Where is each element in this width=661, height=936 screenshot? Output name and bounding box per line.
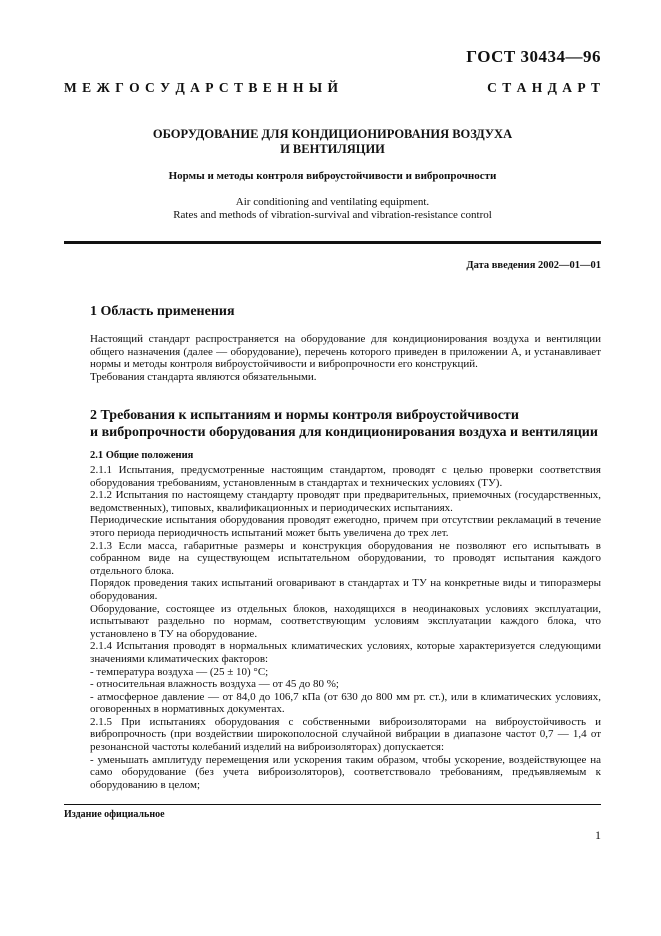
paragraph: Порядок проведения таких испытаний оговаривают в стандартах и ТУ на конкретные виды и типоразмеры оборудования. xyxy=(90,577,601,602)
section-1-heading: 1 Область применения xyxy=(90,304,235,319)
paragraph: Периодические испытания оборудования проводят ежегодно, причем при отсутствии рекламаций в течение этого периода периодичность испытаний может быть увеличена до трех лет. xyxy=(90,514,601,539)
list-item: - температура воздуха — (25 ± 10) °С; xyxy=(90,665,269,678)
page-number: 1 xyxy=(595,828,601,842)
list-item: - атмосферное давление — от 84,0 до 106,7 кПа (от 630 до 800 мм рт. ст.), или в климатических условиях, оговоренных в нормативных документах. xyxy=(90,690,601,716)
banner-word-interstate: М Е Ж Г О С У Д А Р С Т В Е Н Н Ы Й xyxy=(64,80,340,95)
section-1-body xyxy=(90,333,601,383)
document-subtitle: Нормы и методы контроля виброустойчивости и вибропрочности xyxy=(168,170,497,182)
footer-divider xyxy=(64,804,601,805)
english-title-line-2: Rates and methods of vibration-survival and vibration-resistance control xyxy=(173,209,492,221)
paragraph: Требования стандарта являются обязательными. xyxy=(90,370,317,383)
section-2-body xyxy=(90,464,601,791)
paragraph: Настоящий стандарт распространяется на оборудование для кондиционирования воздуха и вентиляции общего назначения (далее — оборудование), перечень которого приведен в приложении А, и устанавливает нормы и методы контроля виброустойчивости и вибропрочности его конструкций. xyxy=(90,333,601,371)
header-divider xyxy=(64,241,601,244)
section-2-heading xyxy=(90,407,601,441)
list-item: - уменьшать амплитуду перемещения или ускорения таким образом, чтобы ускорение, воздействующее на само оборудование (без учета виброизоляторов), соответствовало требованиям, предъявляемым к оборудованию в целом; xyxy=(90,753,601,791)
paragraph: 2.1.1 Испытания, предусмотренные настоящим стандартом, проводят с целью проверки соответствия оборудования требованиям, установленным в стандартах и технических условиях (ТУ). xyxy=(90,464,601,489)
title-line-1: ОБОРУДОВАНИЕ ДЛЯ КОНДИЦИОНИРОВАНИЯ ВОЗДУХА xyxy=(152,127,513,141)
section-2-heading-line-2: и вибропрочности оборудования для кондиционирования воздуха и вентиляции xyxy=(90,425,598,440)
english-title xyxy=(64,196,601,222)
document-title xyxy=(64,127,601,157)
list-item: - относительная влажность воздуха — от 45 до 80 %; xyxy=(90,678,339,691)
subsection-2-1-heading: 2.1 Общие положения xyxy=(90,450,194,461)
edition-label: Издание официальное xyxy=(64,809,165,820)
standard-number: ГОСТ 30434—96 xyxy=(466,47,601,66)
paragraph: 2.1.5 При испытаниях оборудования с собственными виброизоляторами на виброустойчивость и вибропрочность (при воздействии широкополосной случайной вибрации в диапазоне частот 0,7 — 1,4 от резонансной частоты колебаний изделий на виброизоляторах) допускается: xyxy=(90,715,601,754)
paragraph: 2.1.2 Испытания по настоящему стандарту проводят при предварительных, приемочных (государственных, ведомственных), типовых, квалификационных и периодических испытаниях. xyxy=(90,489,601,514)
paragraph: 2.1.3 Если масса, габаритные размеры и конструкция оборудования не позволяют его испытывать в собранном виде на существующем испытательном оборудовании, то проводят испытания каждого отдельного блока. xyxy=(90,539,601,577)
paragraph: 2.1.4 Испытания проводят в нормальных климатических условиях, которые характеризуется следующими значениями климатических факторов: xyxy=(90,640,601,665)
introduction-date: Дата введения 2002—01—01 xyxy=(466,260,601,271)
title-line-2: И ВЕНТИЛЯЦИИ xyxy=(280,142,385,156)
banner-word-standard: С Т А Н Д А Р Т xyxy=(487,80,601,95)
section-2-heading-line-1: 2 Требования к испытаниям и нормы контроля виброустойчивости xyxy=(90,408,519,423)
english-title-line-1: Air conditioning and ventilating equipment. xyxy=(235,196,430,208)
standard-banner xyxy=(64,80,601,96)
paragraph: Оборудование, состоящее из отдельных блоков, находящихся в неодинаковых условиях эксплуатации, испытывают раздельно по нормам, соответствующим условиям эксплуатации каждого блока, что установлено в ТУ на оборудование. xyxy=(90,602,601,640)
